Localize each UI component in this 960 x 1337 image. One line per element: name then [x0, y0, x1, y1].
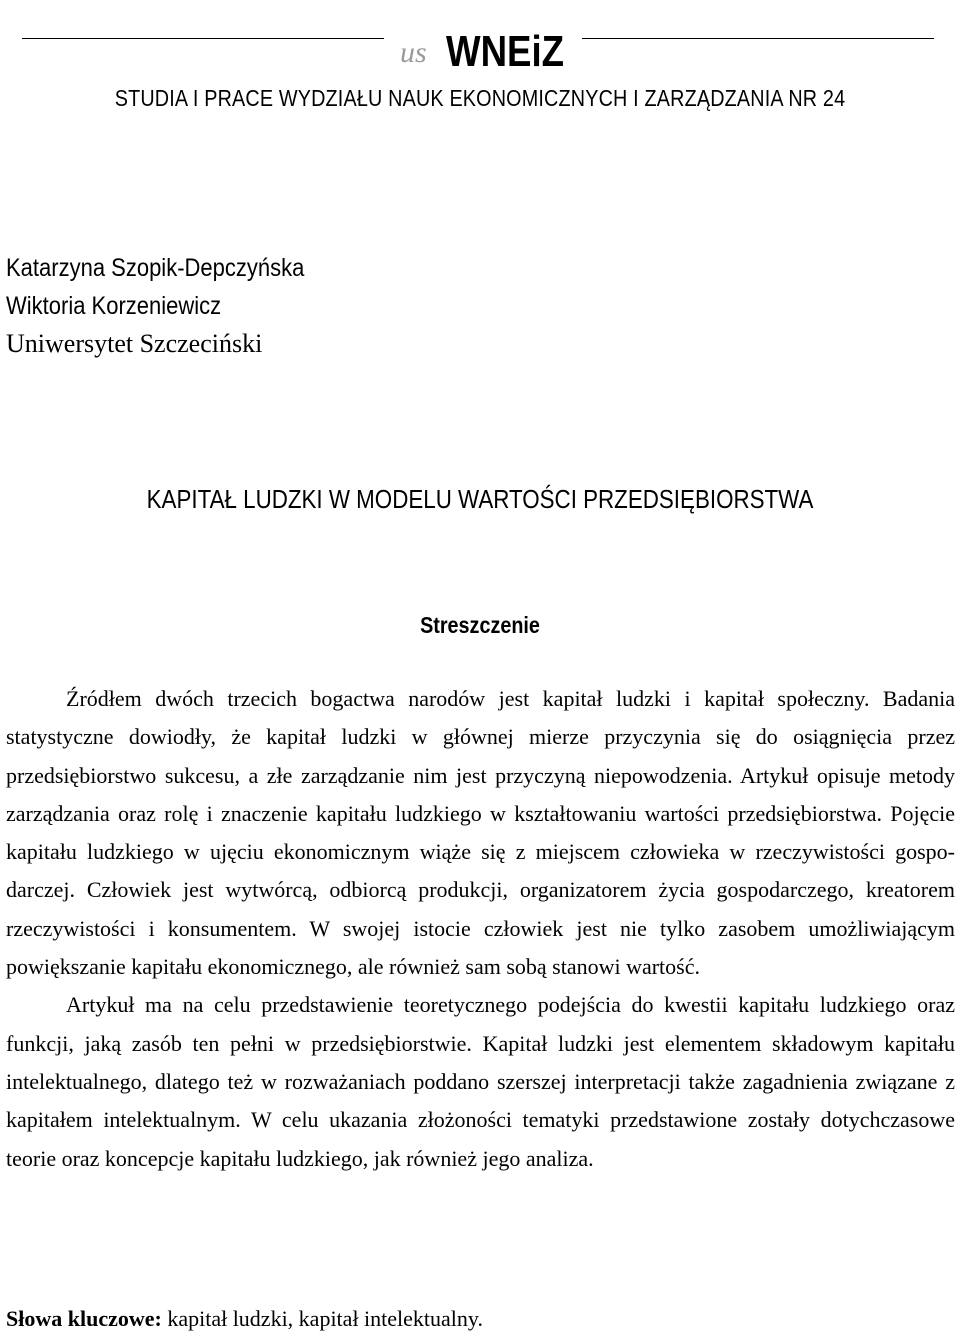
keywords-value: kapitał ludzki, kapitał intelektualny. — [167, 1306, 483, 1331]
abstract-heading: Streszczenie — [420, 612, 540, 638]
header-rule-right — [582, 38, 934, 39]
author-block — [6, 249, 345, 363]
keywords-label: Słowa kluczowe: — [6, 1306, 162, 1331]
wneiz-logo — [398, 4, 568, 76]
author-name: Katarzyna Szopik-Depczyńska — [6, 254, 305, 282]
abstract-body — [6, 680, 955, 1178]
author-name: Wiktoria Korzeniewicz — [6, 292, 222, 320]
journal-series-title: STUDIA I PRACE WYDZIAŁU NAUK EKONOMICZNYCH I ZARZĄDZANIA NR 24 — [114, 85, 846, 111]
affiliation: Uniwersytet Szczeciński — [6, 329, 263, 358]
abstract-paragraph: Źródłem dwóch trzecich bogactwa narodów jest kapitał ludzki i kapitał społeczny. Badania statystyczne dowiodły, że kapitał ludzki w głównej mierze przyczynia się do osiągnięcia przez przedsiębiorstwo sukcesu, a złe zarządzanie nim jest przyczyną niepowodzenia. Artykuł opisuje metody zarządzania oraz rolę i znaczenie kapitału ludzkiego w kształtowaniu wartości przedsiębiorstwa. Pojęcie kapitału ludzkiego w ujęciu ekonomicznym wiąże się z miejscem człowieka w rzeczywistości gospodarczej. Człowiek jest wytwórcą, odbiorcą produkcji, organizatorem życia gospodarczego, kreatorem rzeczywistości i konsumentem. W swojej istocie człowiek jest nie tylko zasobem umożliwiającym powiększanie kapitału ekonomicznego, ale również sam sobą stanowi wartość. — [6, 686, 955, 980]
keywords-line — [6, 1301, 955, 1337]
abstract-paragraph: Artykuł ma na celu przedstawienie teoretycznego podejścia do kwestii kapitału ludzkiego oraz funkcji, jaką zasób ten pełni w przedsiębiorstwie. Kapitał ludzki jest elementem składowym kapitału intelektualnego, dlatego też w rozważaniach poddano szerszej interpretacji także zagadnienia związane z kapitałem intelektualnym. W celu ukazania złożoności tematyki przedstawione zostały dotychczasowe teorie oraz koncepcje kapitału ludzkiego, jak również jego analiza. — [6, 992, 955, 1171]
logo-wneiz-text: WNEiZ — [446, 27, 564, 76]
header-rule-left — [22, 38, 384, 39]
logo-us-text: us — [400, 36, 427, 69]
article-title: KAPITAŁ LUDZKI W MODELU WARTOŚCI PRZEDSIĘBIORSTWA — [146, 484, 814, 514]
